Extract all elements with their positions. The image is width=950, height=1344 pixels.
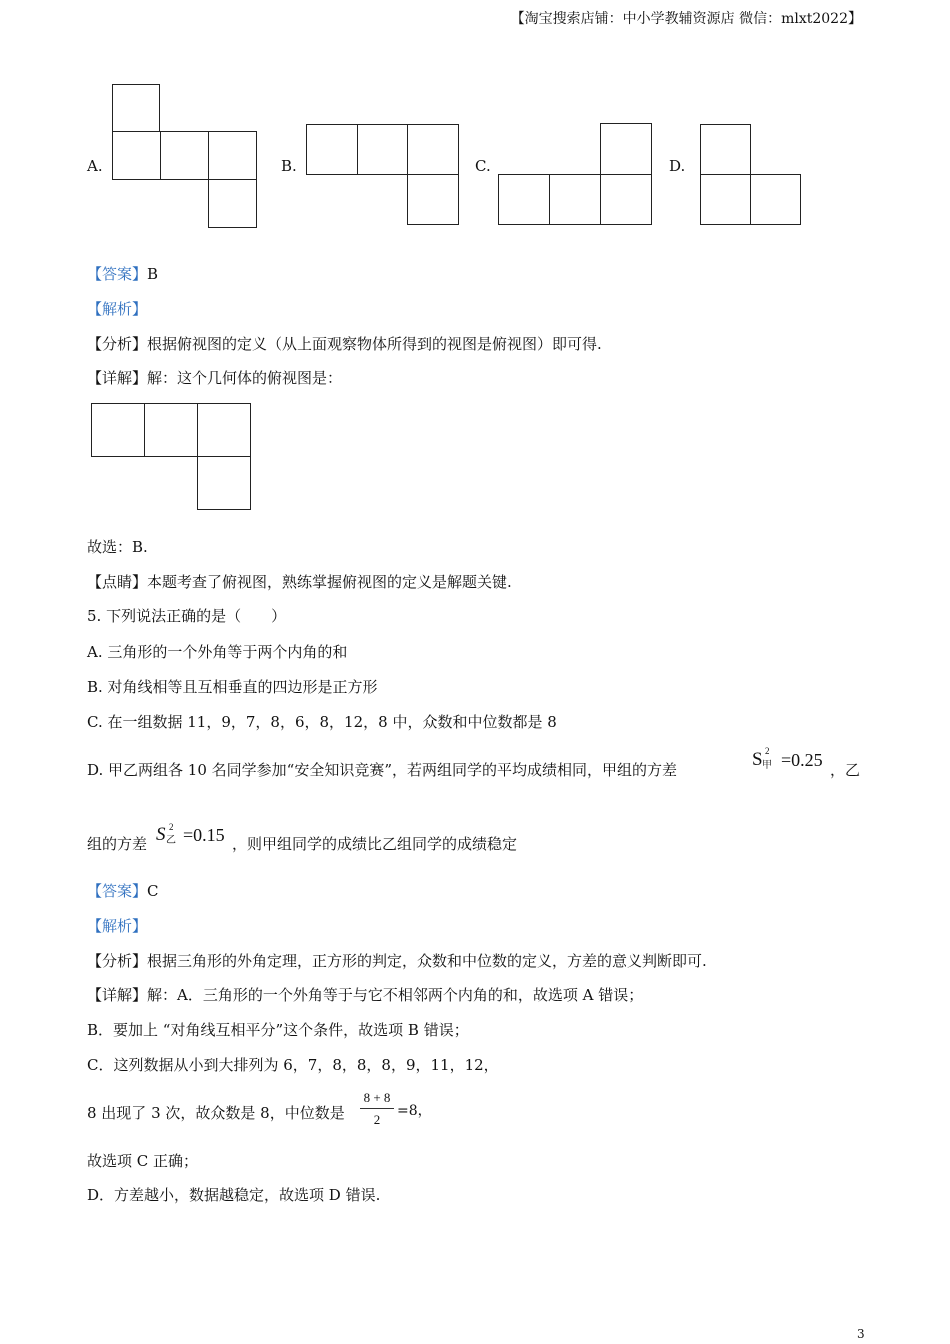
grid-square xyxy=(700,174,751,225)
q5-detail-line-c: C．这列数据从小到大排列为 6，7，8，8，8，9，11，12， xyxy=(87,1056,499,1074)
detail-text: 解：A．三角形的一个外角等于与它不相邻两个内角的和，故选项 A 错误； xyxy=(147,986,644,1004)
variance-superscript: 2 xyxy=(169,822,174,832)
q5-option-d-line1-tail: ，乙 xyxy=(830,761,861,779)
option-a-label: A. xyxy=(87,157,103,175)
detail-text: 解：这个几何体的俯视图是： xyxy=(147,369,343,387)
analysis-text: 根据三角形的外角定理，正方形的判定，众数和中位数的定义，方差的意义判断即可. xyxy=(147,952,707,970)
option-d-label: D. xyxy=(669,157,686,175)
q5-detail-line-c2-tail: =8， xyxy=(397,1103,432,1119)
grid-square xyxy=(498,174,550,225)
q5-stem: 5. 下列说法正确的是（ ） xyxy=(87,607,287,625)
variance-subscript: 乙 xyxy=(166,835,176,846)
q4-jiexi-tag: 【解析】 xyxy=(87,300,148,318)
grid-square xyxy=(160,131,209,180)
dianjing-tag: 【点睛】 xyxy=(87,573,148,591)
q5-detail-line-b: B．要加上 “对角线互相平分”这个条件，故选项 B 错误； xyxy=(87,1021,469,1039)
analysis-tag: 【分析】 xyxy=(87,952,148,970)
analysis-text: 根据俯视图的定义（从上面观察物体所得到的视图是俯视图）即可得. xyxy=(147,335,602,353)
variance-value: =0.15 xyxy=(183,825,225,845)
q4-analysis-line xyxy=(87,337,602,352)
grid-square xyxy=(306,124,358,175)
answer-tag: 【答案】 xyxy=(87,265,148,283)
q5-option-d-line2-head: 组的方差 xyxy=(87,835,148,853)
option-b-label: B. xyxy=(281,157,297,175)
q4-answer-line xyxy=(87,267,158,282)
q5-detail-line-d: D．方差越小，数据越稳定，故选项 D 错误. xyxy=(87,1186,381,1204)
grid-square xyxy=(407,124,459,175)
grid-square xyxy=(112,131,161,180)
grid-square xyxy=(91,403,145,457)
grid-square xyxy=(208,131,257,180)
variance-superscript: 2 xyxy=(765,746,770,756)
dianjing-text: 本题考查了俯视图，熟练掌握俯视图的定义是解题关键. xyxy=(147,573,512,591)
q4-detail-line xyxy=(87,371,342,386)
q5-analysis-line xyxy=(87,954,707,969)
grid-square xyxy=(357,124,409,175)
answer-value: C xyxy=(147,882,159,900)
analysis-tag: 【分析】 xyxy=(87,335,148,353)
variance-subscript: 甲 xyxy=(762,760,772,771)
grid-square xyxy=(750,174,801,225)
q5-detail-line-c2: 8 出现了 3 次，故众数是 8，中位数是 xyxy=(87,1104,345,1122)
q5-detail-line-a xyxy=(87,988,643,1003)
page-number: 3 xyxy=(857,1327,865,1341)
grid-square xyxy=(600,123,652,175)
grid-square xyxy=(549,174,601,225)
grid-square xyxy=(197,403,251,457)
grid-square xyxy=(407,174,459,225)
q5-detail-line-c3: 故选项 C 正确； xyxy=(87,1152,199,1170)
grid-square xyxy=(197,456,251,510)
fraction-bar xyxy=(360,1108,394,1109)
q5-option-d-line1: D. 甲乙两组各 10 名同学参加“安全知识竞赛”，若两组同学的平均成绩相同，甲组的方差 xyxy=(87,761,677,779)
grid-square xyxy=(144,403,198,457)
q5-option-b: B. 对角线相等且互相垂直的四边形是正方形 xyxy=(87,678,378,696)
fraction-denominator: 2 xyxy=(373,1112,381,1127)
grid-square xyxy=(700,124,751,175)
grid-square xyxy=(112,84,160,132)
fraction-numerator: 8 + 8 xyxy=(363,1090,391,1105)
q5-option-c: C. 在一组数据 11，9，7，8，6，8，12，8 中，众数和中位数都是 8 xyxy=(87,713,557,731)
q4-choose: 故选：B. xyxy=(87,538,148,556)
page-header: 【淘宝搜索店铺：中小学教辅资源店 微信：mlxt2022】 xyxy=(510,11,862,27)
grid-square xyxy=(600,174,652,225)
detail-tag: 【详解】 xyxy=(87,986,148,1004)
variance-symbol: S xyxy=(752,749,763,770)
variance-symbol: S xyxy=(156,824,166,845)
q5-answer-line xyxy=(87,884,159,899)
answer-value: B xyxy=(147,265,159,283)
detail-tag: 【详解】 xyxy=(87,369,148,387)
grid-square xyxy=(208,179,257,228)
q4-dianjing-line xyxy=(87,575,512,590)
q5-option-d-line2-tail: ，则甲组同学的成绩比乙组同学的成绩稳定 xyxy=(232,835,518,853)
variance-value: =0.25 xyxy=(781,750,823,770)
q5-option-a: A. 三角形的一个外角等于两个内角的和 xyxy=(87,643,348,661)
option-c-label: C. xyxy=(475,157,491,175)
q5-jiexi-tag: 【解析】 xyxy=(87,917,148,935)
answer-tag: 【答案】 xyxy=(87,882,148,900)
